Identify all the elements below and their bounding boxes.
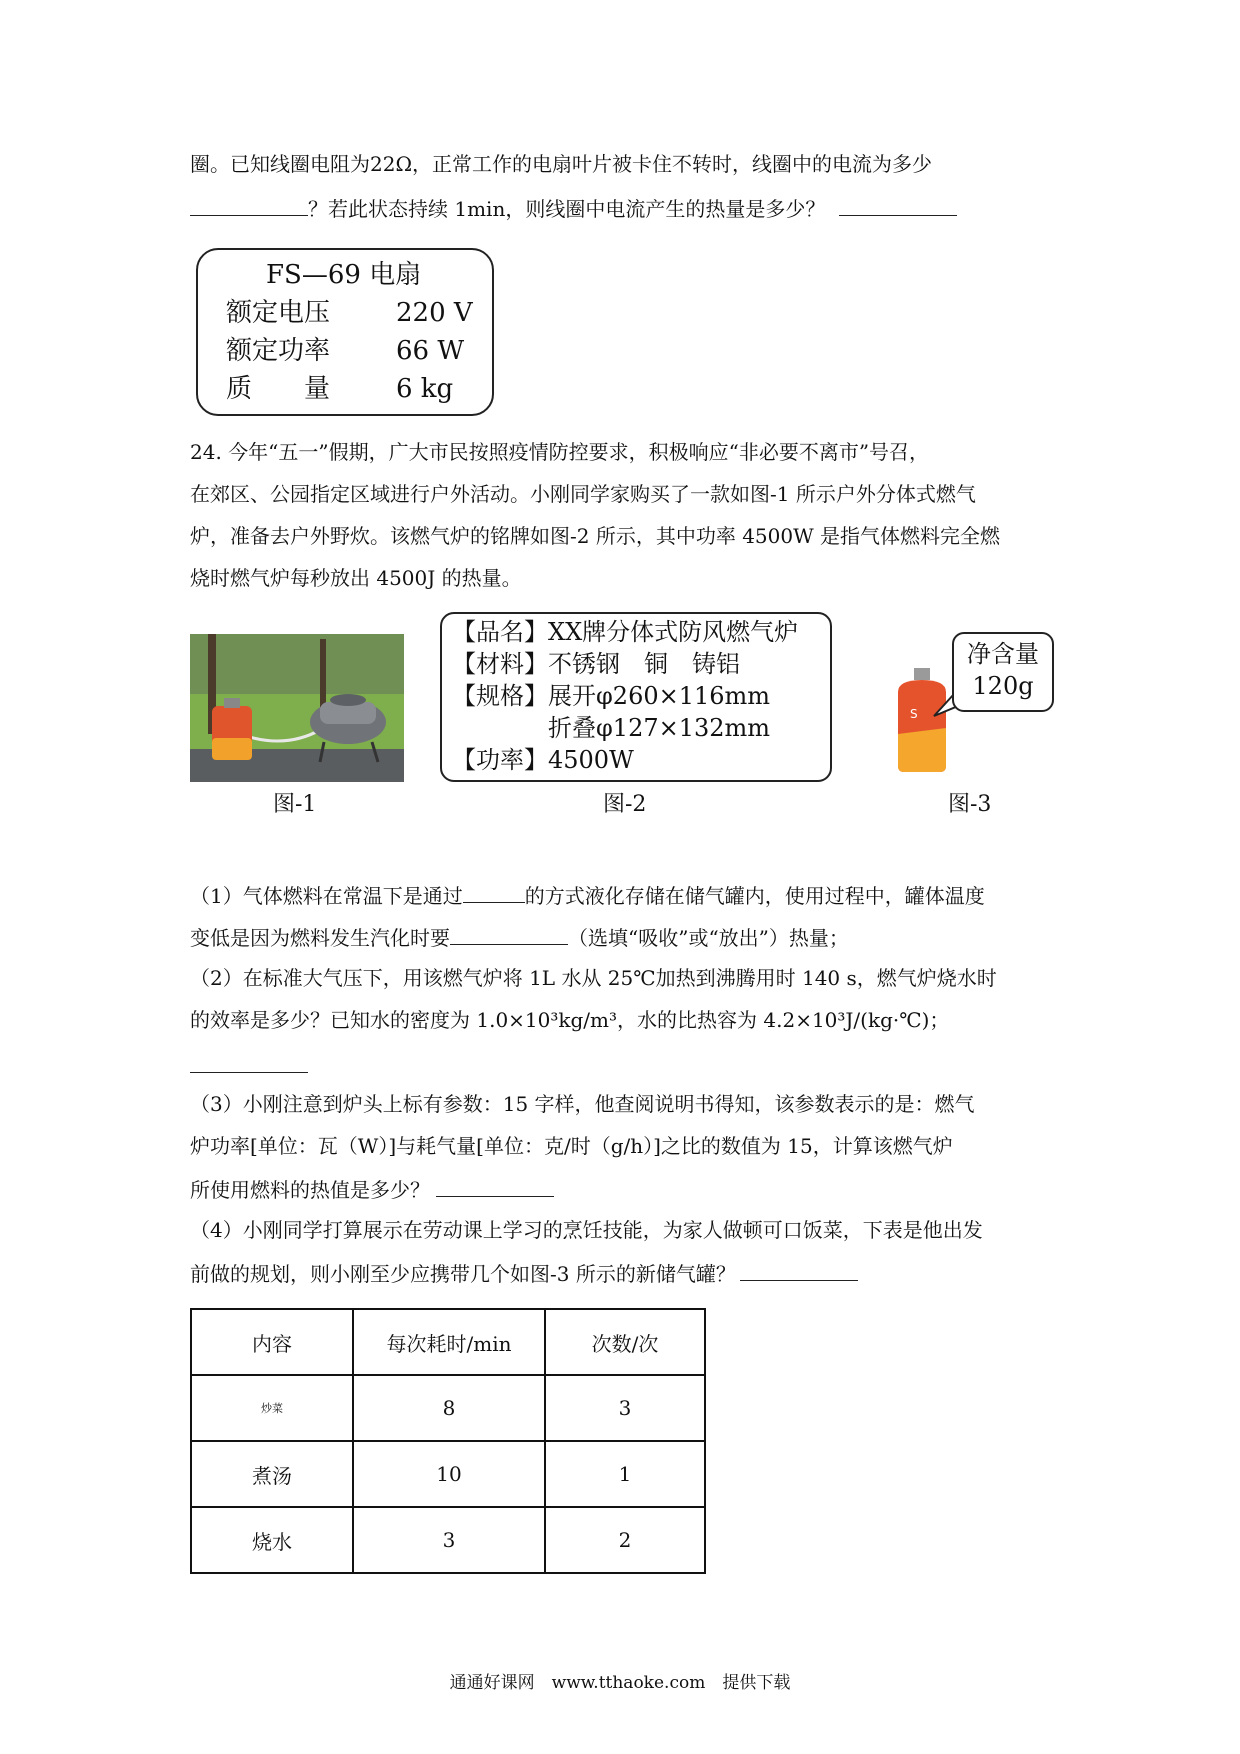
sub-question-3-line-1: （3）小刚注意到炉头上标有参数：15 字样，他查阅说明书得知，该参数表示的是：燃气 xyxy=(190,1092,975,1116)
sub-question-2-line-1: （2）在标准大气压下，用该燃气炉将 1L 水从 25℃加热到沸腾用时 140 s，燃气炉烧水时 xyxy=(190,966,997,990)
table-cell: 3 xyxy=(545,1375,705,1441)
q3-text: 所使用燃料的热值是多少？ xyxy=(190,1178,430,1202)
fan-nameplate-value: 6 kg xyxy=(396,374,454,404)
table-cell: 2 xyxy=(545,1507,705,1573)
sub-question-4-line-2 xyxy=(190,1258,858,1288)
table-cell: 3 xyxy=(353,1507,545,1573)
sub-question-1-line-1 xyxy=(190,880,985,910)
figure-caption: 图-3 xyxy=(948,792,992,817)
table-row xyxy=(191,1375,705,1441)
spec-row: 【材料】不锈钢 铜 铸铝 xyxy=(452,650,740,678)
q1-text: 变低是因为燃料发生汽化时要 xyxy=(190,926,450,950)
sub-question-3-line-3 xyxy=(190,1174,554,1204)
page-footer: 通通好课网 www.tthaoke.com 提供下载 xyxy=(449,1673,791,1693)
answer-blank[interactable] xyxy=(450,922,568,945)
answer-blank[interactable] xyxy=(190,1050,308,1073)
q23-line-2 xyxy=(190,193,957,223)
fan-nameplate-value: 66 W xyxy=(396,336,465,366)
table-row xyxy=(191,1441,705,1507)
spec-row: 【品名】XX牌分体式防风燃气炉 xyxy=(452,618,799,646)
table-header-cell: 每次耗时/min xyxy=(353,1309,545,1375)
q24-intro-line: 24. 今年“五一”假期，广大市民按照疫情防控要求，积极响应“非必要不离市”号召， xyxy=(190,440,930,464)
sub-question-3-line-2: 炉功率[单位：瓦（W）]与耗气量[单位：克/时（g/h）]之比的数值为 15，计算该燃气炉 xyxy=(190,1134,953,1158)
table-header-cell: 内容 xyxy=(191,1309,353,1375)
sub-question-2-answer xyxy=(190,1050,308,1080)
sub-question-1-line-2 xyxy=(190,922,849,952)
table-header-cell: 次数/次 xyxy=(545,1309,705,1375)
fan-nameplate-label: 质 量 xyxy=(226,374,331,404)
table-cell: 8 xyxy=(353,1375,545,1441)
svg-text:S: S xyxy=(910,707,918,721)
answer-blank[interactable] xyxy=(839,193,957,216)
q1-text: 的方式液化存储在储气罐内，使用过程中，罐体温度 xyxy=(524,884,985,908)
spec-row: 【规格】展开φ260×116mm xyxy=(452,682,771,710)
bubble-label: 净含量 xyxy=(967,640,1039,668)
fan-nameplate-label: 额定电压 xyxy=(226,298,331,328)
q1-text: （1）气体燃料在常温下是通过 xyxy=(190,884,463,908)
table-cell: 10 xyxy=(353,1441,545,1507)
table-cell: 1 xyxy=(545,1441,705,1507)
fan-nameplate-title: FS—69 电扇 xyxy=(266,260,422,290)
table-cell: 炒菜 xyxy=(191,1375,353,1441)
gas-canister-image xyxy=(890,668,954,774)
answer-blank[interactable] xyxy=(190,193,308,216)
stove-spec-plate xyxy=(440,612,832,782)
q24-intro-line: 炉，准备去户外野炊。该燃气炉的铭牌如图-2 所示，其中功率 4500W 是指气体燃料完全燃 xyxy=(190,524,1001,548)
table-row xyxy=(191,1507,705,1573)
table-cell: 烧水 xyxy=(191,1507,353,1573)
q23-line-2-text: ？若此状态持续 1min，则线圈中电流产生的热量是多少？ xyxy=(308,197,826,221)
answer-blank[interactable] xyxy=(436,1174,554,1197)
net-content-bubble xyxy=(952,632,1054,712)
fan-nameplate xyxy=(196,248,494,416)
answer-blank[interactable] xyxy=(463,880,525,903)
q4-text: 前做的规划，则小刚至少应携带几个如图-3 所示的新储气罐？ xyxy=(190,1262,736,1286)
figure-caption: 图-1 xyxy=(273,792,317,817)
bubble-value: 120g xyxy=(972,672,1034,700)
sub-question-4-line-1: （4）小刚同学打算展示在劳动课上学习的烹饪技能，为家人做顿可口饭菜，下表是他出发 xyxy=(190,1218,983,1242)
q24-intro-line: 烧时燃气炉每秒放出 4500J 的热量。 xyxy=(190,566,522,590)
fan-nameplate-label: 额定功率 xyxy=(226,336,331,366)
spec-row: 折叠φ127×132mm xyxy=(452,714,771,742)
figure-caption: 图-2 xyxy=(603,792,647,817)
spec-row: 【功率】4500W xyxy=(452,746,634,774)
fan-nameplate-value: 220 V xyxy=(396,298,473,328)
table-cell: 煮汤 xyxy=(191,1441,353,1507)
stove-photo xyxy=(190,634,404,782)
q23-line-1: 圈。已知线圈电阻为22Ω，正常工作的电扇叶片被卡住不转时，线圈中的电流为多少 xyxy=(190,152,933,176)
q1-text: （选填“吸收”或“放出”）热量； xyxy=(568,926,849,950)
answer-blank[interactable] xyxy=(740,1258,858,1281)
sub-question-2-line-2: 的效率是多少？已知水的密度为 1.0×10³kg/m³，水的比热容为 4.2×10³J/(kg·℃)； xyxy=(190,1008,950,1032)
table-header-row xyxy=(191,1309,705,1375)
cooking-plan-table xyxy=(190,1308,706,1574)
q24-intro-line: 在郊区、公园指定区域进行户外活动。小刚同学家购买了一款如图-1 所示户外分体式燃气 xyxy=(190,482,976,506)
